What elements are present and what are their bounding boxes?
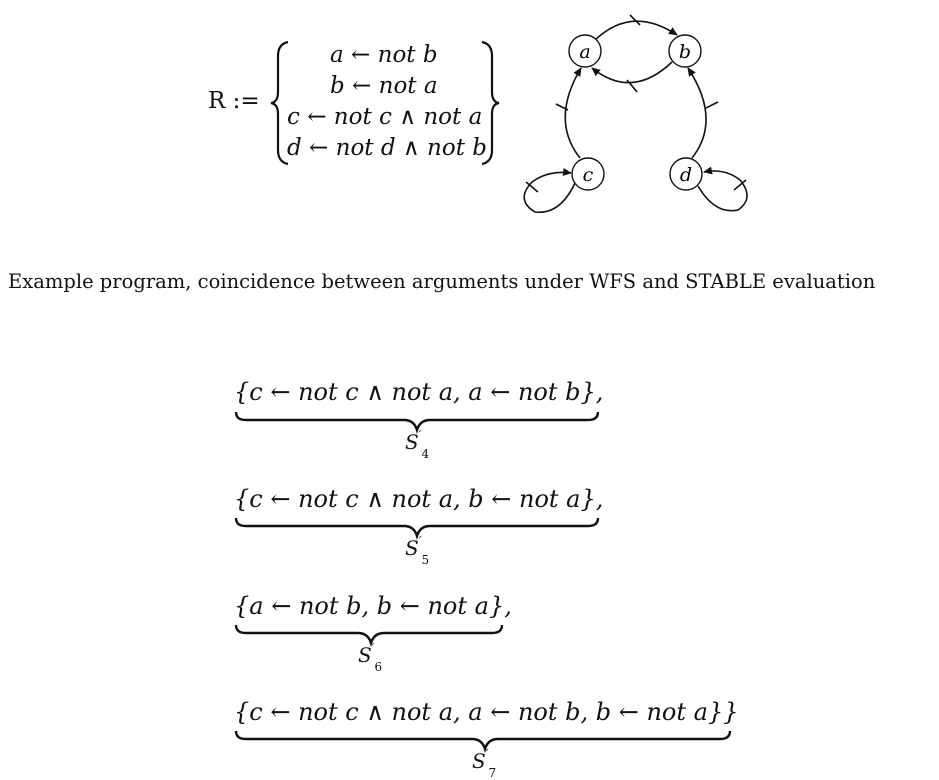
- set-label-s5: $S'_5$: [405, 534, 430, 567]
- node-c: [572, 158, 604, 190]
- edge-b-to-a: [592, 62, 672, 83]
- edge-c-to-a: [565, 68, 581, 158]
- program-rule-1: a ← not b: [330, 42, 438, 68]
- node-a-label: a: [579, 41, 591, 63]
- edge-a-to-b: [595, 21, 677, 40]
- node-c-label: c: [582, 164, 594, 186]
- node-b: [669, 35, 701, 67]
- program-right-brace: [478, 40, 502, 166]
- program-lhs: R :=: [208, 88, 260, 114]
- edge-d-to-b-tick: [706, 102, 718, 108]
- set-expression-s7: {c ← not c ∧ not a, a ← not b, b ← not a}}: [234, 698, 739, 726]
- dependency-graph: [520, 0, 760, 225]
- figure-caption: Example program, coincidence between arguments under WFS and STABLE evaluation: [8, 270, 876, 293]
- edge-d-to-b: [688, 68, 706, 158]
- set-label-s7: $S'_7$: [472, 747, 497, 780]
- node-a: [569, 35, 601, 67]
- set-expression-s6: {a ← not b, b ← not a},: [234, 592, 512, 620]
- node-d-label: d: [679, 164, 693, 186]
- set-expression-s5: {c ← not c ∧ not a, b ← not a},: [234, 485, 604, 513]
- edge-c-self-loop: [524, 172, 575, 212]
- program-rule-4: d ← not d ∧ not b: [287, 135, 487, 161]
- program-rule-3: c ← not c ∧ not a: [287, 104, 483, 130]
- set-label-s6: $S'_6$: [358, 641, 383, 674]
- set-label-s4: $S'_4$: [405, 428, 430, 461]
- program-rule-2: b ← not a: [330, 73, 438, 99]
- set-expression-s4: {c ← not c ∧ not a, a ← not b},: [234, 378, 604, 406]
- node-d: [670, 158, 702, 190]
- edge-d-self-loop: [698, 171, 747, 211]
- edge-a-to-b-tick: [630, 15, 640, 25]
- node-b-label: b: [678, 41, 692, 63]
